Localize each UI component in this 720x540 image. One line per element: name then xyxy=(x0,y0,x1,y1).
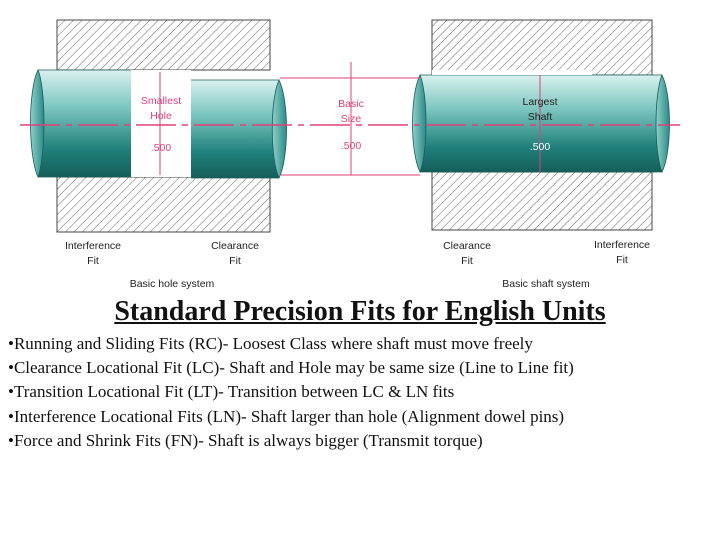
left-shaft xyxy=(31,70,132,177)
left-hole-gap xyxy=(131,70,191,177)
basic-hole-system-label: Basic hole system xyxy=(129,278,215,290)
clearance-fit-left-1: Clearance xyxy=(211,240,259,252)
basic-size-label-1: Basic xyxy=(338,98,364,110)
smallest-hole-label-1: Smallest xyxy=(140,95,182,107)
left-hatch-bottom xyxy=(57,177,270,232)
dim-right-label: .500 xyxy=(529,141,551,153)
page-title: Standard Precision Fits for English Units xyxy=(114,296,606,327)
interference-fit-right-1: Interference xyxy=(593,239,651,251)
basic-shaft-system-label: Basic shaft system xyxy=(502,278,590,290)
bullet-item: • Interference Locational Fits (LN)- Shaft larger than hole (Alignment dowel pins) xyxy=(8,405,718,429)
bullet-item: • Force and Shrink Fits (FN)- Shaft is always bigger (Transmit torque) xyxy=(8,429,718,453)
bullet-item: • Transition Locational Fit (LT)- Transition between LC & LN fits xyxy=(8,380,718,404)
interference-fit-left-2: Fit xyxy=(87,255,99,267)
right-hatch-top xyxy=(432,20,652,75)
bullet-item: • Running and Sliding Fits (RC)- Loosest Class where shaft must move freely xyxy=(8,332,718,356)
clearance-fit-left-2: Fit xyxy=(229,255,241,267)
right-clearance-gap xyxy=(432,70,592,75)
interference-fit-right-2: Fit xyxy=(616,254,628,266)
largest-shaft-label-2: Shaft xyxy=(527,111,553,123)
bullet-item: • Clearance Locational Fit (LC)- Shaft and Hole may be same size (Line to Line fit) xyxy=(8,356,718,380)
left-clearance-shaft xyxy=(191,80,287,178)
dim-center-label: .500 xyxy=(340,140,362,152)
basic-size-label-2: Size xyxy=(340,113,362,125)
bullet-list xyxy=(8,332,718,453)
right-shaft xyxy=(413,75,670,172)
interference-fit-left-1: Interference xyxy=(64,240,122,252)
smallest-hole-label-2: Hole xyxy=(150,110,172,122)
clearance-fit-right-2: Fit xyxy=(461,255,473,267)
dim-left-label: .500 xyxy=(150,142,172,154)
largest-shaft-label-1: Largest xyxy=(522,96,558,108)
left-hatch-top xyxy=(57,20,270,70)
right-hatch-bottom xyxy=(432,172,652,230)
clearance-fit-right-1: Clearance xyxy=(443,240,491,252)
